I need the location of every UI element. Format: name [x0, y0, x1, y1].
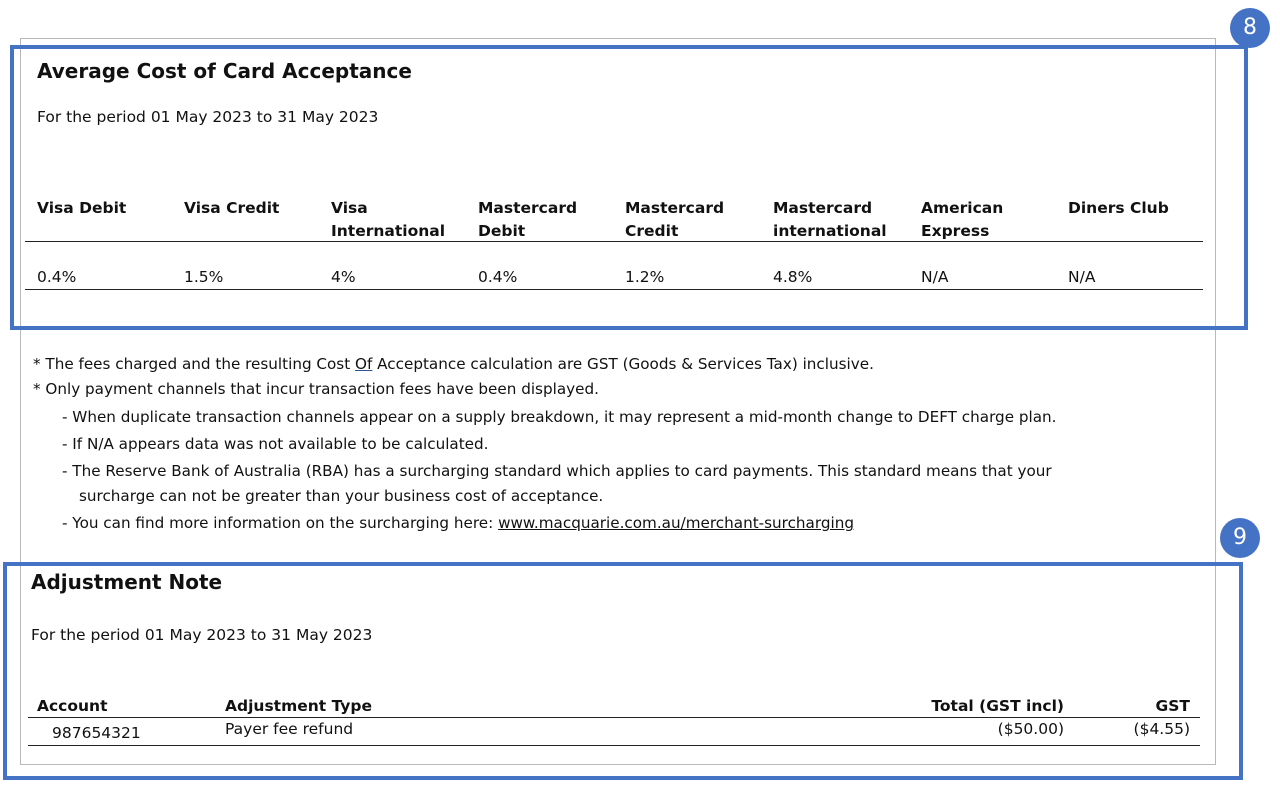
note-payment-channels: * Only payment channels that incur transaction fees have been displayed.: [33, 380, 599, 398]
note-gst-text-a: * The fees charged and the resulting Cost: [33, 355, 356, 373]
note-gst-inclusive: [33, 355, 874, 373]
col-header-line2: international: [773, 222, 887, 240]
col-header-line1: Visa Credit: [184, 199, 280, 217]
col-header-mastercard-international: [773, 197, 887, 243]
callout-box-card-acceptance: [10, 45, 1248, 330]
adj-row-gst: ($4.55): [1133, 720, 1190, 738]
col-header-line1: Diners Club: [1068, 199, 1169, 217]
adj-header-account: Account: [37, 697, 108, 715]
adj-header-type: Adjustment Type: [225, 697, 373, 715]
adj-row-account: 987654321: [52, 724, 141, 742]
value-diners-club: N/A: [1068, 268, 1096, 286]
adj-row-total: ($50.00): [997, 720, 1064, 738]
col-header-line1: Mastercard: [478, 199, 578, 217]
note-duplicate-channels: - When duplicate transaction channels appear on a supply breakdown, it may represent a mid-month change to DEFT charge plan.: [62, 408, 1057, 426]
col-header-line2: International: [331, 222, 446, 240]
adj-header-rule: [28, 717, 1200, 718]
col-header-diners-club: [1068, 197, 1169, 220]
card-acceptance-period: For the period 01 May 2023 to 31 May 2023: [37, 108, 379, 126]
adjustment-note-period: For the period 01 May 2023 to 31 May 2023: [31, 626, 373, 644]
value-visa-international: 4%: [331, 268, 356, 286]
note-gst-of: Of: [355, 355, 373, 373]
col-header-line2: Debit: [478, 222, 526, 240]
col-header-line1: Visa: [331, 199, 368, 217]
col-header-visa-debit: [37, 197, 126, 220]
col-header-line1: American: [921, 199, 1004, 217]
col-header-line1: Mastercard: [773, 199, 873, 217]
value-mastercard-credit: 1.2%: [625, 268, 665, 286]
adj-bottom-rule: [28, 745, 1200, 746]
col-header-line2: Express: [921, 222, 990, 240]
table-bottom-rule: [25, 289, 1203, 290]
note-rba-standard: - The Reserve Bank of Australia (RBA) has a surcharging standard which applies to card payments. This standard means that your: [62, 462, 1052, 480]
note-surcharging-info: [62, 514, 854, 532]
col-header-line1: Mastercard: [625, 199, 725, 217]
col-header-american-express: [921, 197, 1003, 243]
callout-badge-card-acceptance: 8: [1230, 8, 1270, 48]
adj-header-gst: GST: [1155, 697, 1190, 715]
col-header-mastercard-debit: [478, 197, 577, 243]
value-visa-credit: 1.5%: [184, 268, 224, 286]
value-visa-debit: 0.4%: [37, 268, 77, 286]
adj-row-type: Payer fee refund: [225, 720, 354, 738]
callout-box-adjustment-note: [3, 562, 1243, 780]
callout-badge-adjustment-note: 9: [1220, 518, 1260, 558]
note-gst-text-b: Acceptance calculation are GST (Goods & Services Tax) inclusive.: [372, 355, 874, 373]
note-na-data: - If N/A appears data was not available to be calculated.: [62, 435, 489, 453]
surcharging-link[interactable]: www.macquarie.com.au/merchant-surcharging: [498, 514, 854, 532]
card-acceptance-title: Average Cost of Card Acceptance: [37, 59, 412, 83]
note-rba-standard-cont: surcharge can not be greater than your business cost of acceptance.: [79, 487, 604, 505]
col-header-line1: Visa Debit: [37, 199, 127, 217]
note-surcharging-text: - You can find more information on the surcharging here:: [62, 514, 499, 532]
col-header-mastercard-credit: [625, 197, 724, 243]
col-header-visa-credit: [184, 197, 279, 220]
adj-header-total: Total (GST incl): [931, 697, 1064, 715]
table-header-rule: [25, 241, 1203, 242]
value-mastercard-debit: 0.4%: [478, 268, 518, 286]
value-mastercard-international: 4.8%: [773, 268, 813, 286]
adjustment-note-title: Adjustment Note: [31, 570, 223, 594]
col-header-visa-international: [331, 197, 445, 243]
col-header-line2: Credit: [625, 222, 679, 240]
value-american-express: N/A: [921, 268, 949, 286]
